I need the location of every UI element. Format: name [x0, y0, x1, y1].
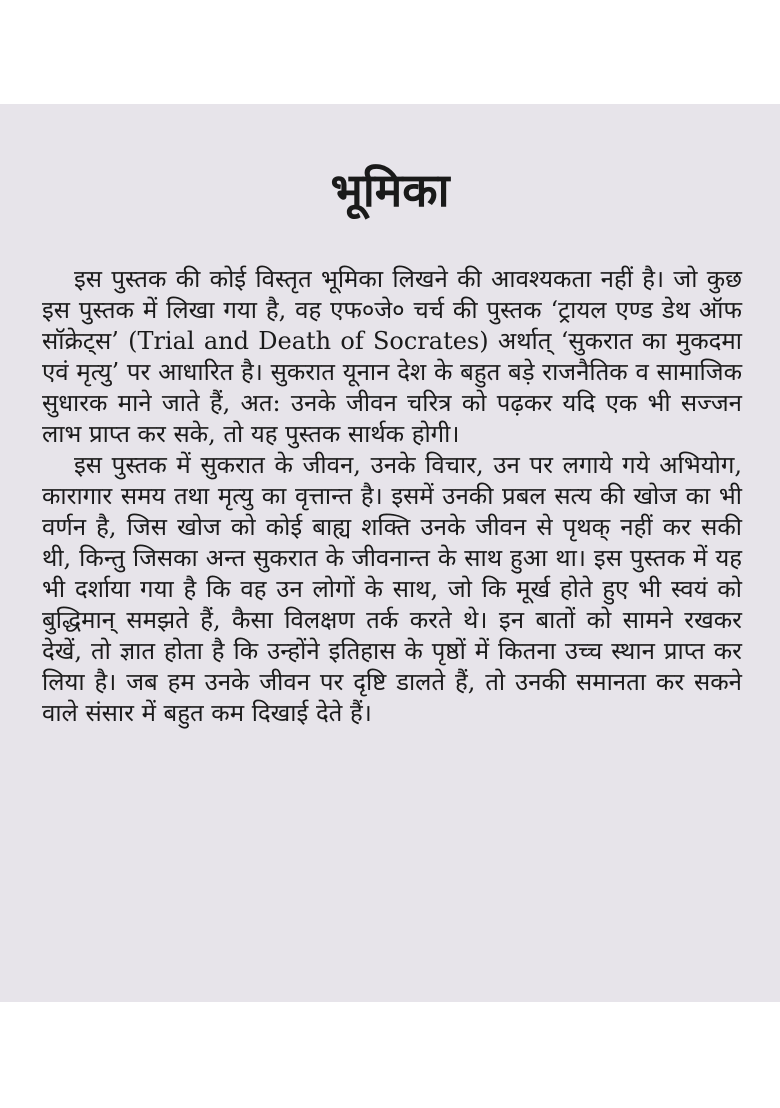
- page-title: भूमिका: [330, 163, 450, 217]
- paragraph-1: इस पुस्तक की कोई विस्तृत भूमिका लिखने की आवश्यकता नहीं है। जो कुछ इस पुस्तक में लिखा गया है, वह एफ०जे० चर्च की पुस्तक ‘ट्रायल एण्ड डेथ ऑफ सॉक्रेट्स’ (Trial and Death of Socrates) अर्थात् ‘सुकरात का मुकदमा एवं मृत्यु’ पर आधारित है। सुकरात यूनान देश के बहुत बड़े राजनैतिक व सामाजिक सुधारक माने जाते हैं, अत: उनके जीवन चरित्र को पढ़कर यदि एक भी सज्जन लाभ प्राप्त कर सके, तो यह पुस्तक सार्थक होगी।: [42, 265, 742, 448]
- page-body: [42, 264, 742, 729]
- scanned-page: [0, 104, 780, 1002]
- paragraph-2: इस पुस्तक में सुकरात के जीवन, उनके विचार, उन पर लगाये गये अभियोग, कारागार समय तथा मृत्यु का वृत्तान्त है। इसमें उनकी प्रबल सत्य की खोज का भी वर्णन है, जिस खोज को कोई बाह्य शक्ति उनके जीवन से पृथक् नहीं कर सकी थी, किन्तु जिसका अन्त सुकरात के जीवनान्त के साथ हुआ था। इस पुस्तक में यह भी दर्शाया गया है कि वह उन लोगों के साथ, जो कि मूर्ख होते हुए भी स्वयं को बुद्धिमान् समझते हैं, कैसा विलक्षण तर्क करते थे। इन बातों को सामने रखकर देखें, तो ज्ञात होता है कि उन्होंने इतिहास के पृष्ठों में कितना उच्च स्थान प्राप्त कर लिया है। जब हम उनके जीवन पर दृष्टि डालते हैं, तो उनकी समानता कर सकने वाले संसार में बहुत कम दिखाई देते हैं।: [42, 451, 742, 727]
